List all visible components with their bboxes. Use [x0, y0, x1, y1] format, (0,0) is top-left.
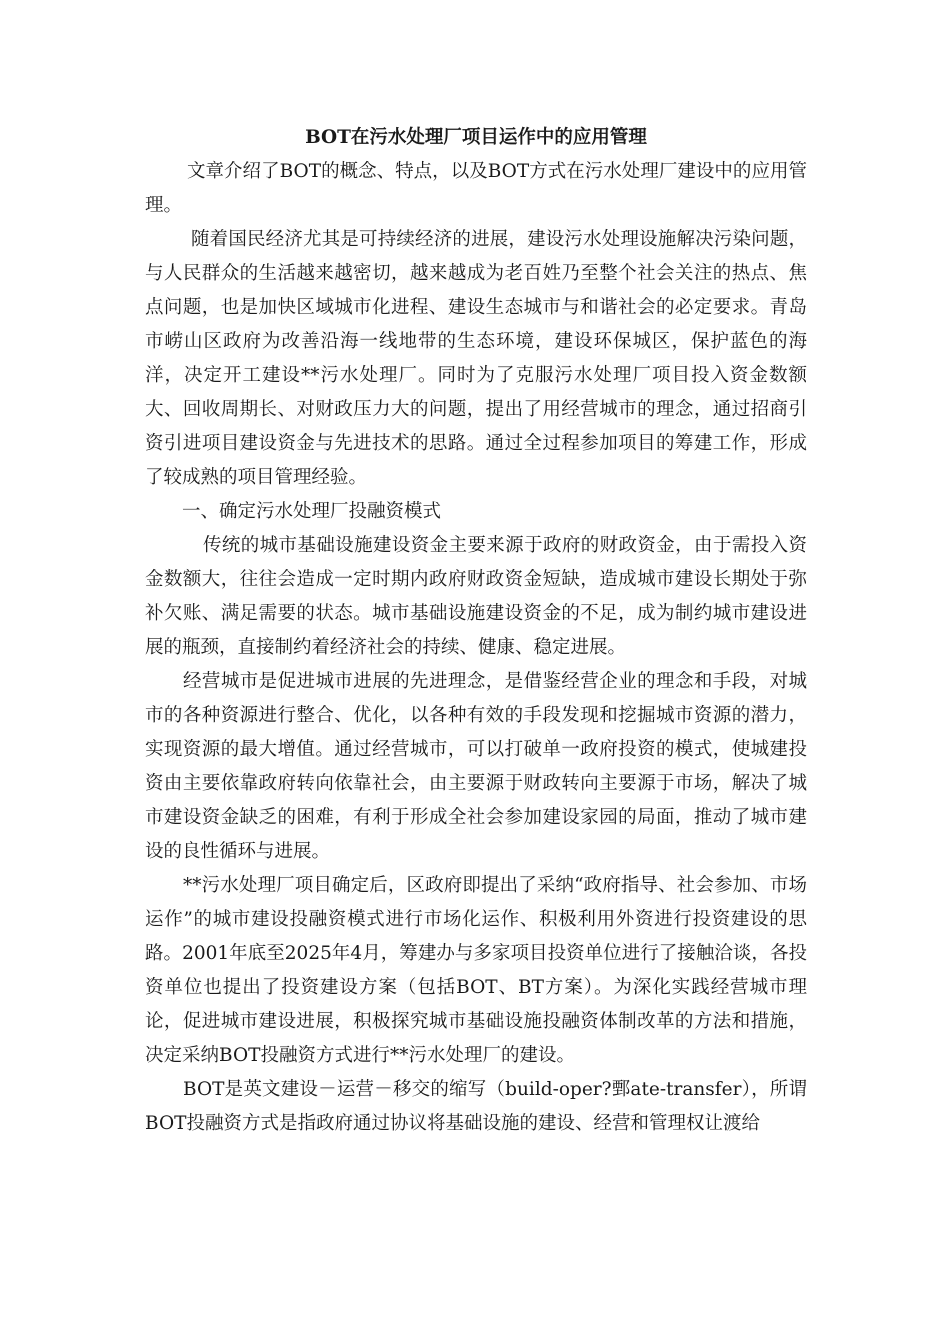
- section-heading: 一、确定污水处理厂投融资模式: [182, 501, 442, 522]
- document-body: [145, 121, 807, 1141]
- document-title: BOT在污水处理厂项目运作中的应用管理: [305, 127, 647, 148]
- abstract-paragraph: 文章介绍了BOT的概念、特点，以及BOT方式在污水处理厂建设中的应用管理。: [145, 161, 807, 216]
- body-paragraph: **污水处理厂项目确定后，区政府即提出了采纳“政府指导、社会参加、市场运作”的城市建设投融资模式进行市场化运作、积极利用外资进行投资建设的思路。2001年底至2025年4月，筹建办与多家项目投资单位进行了接触洽谈，各投资单位也提出了投资建设方案（包括BOT、BT方案）。为深化实践经营城市理论，促进城市建设进展，积极探究城市基础设施投融资体制改革的方法和措施，决定采纳BOT投融资方式进行**污水处理厂的建设。: [145, 875, 807, 1066]
- body-paragraph: 传统的城市基础设施建设资金主要来源于政府的财政资金，由于需投入资金数额大，往往会造成一定时期内政府财政资金短缺，造成城市建设长期处于弥补欠账、满足需要的状态。城市基础设施建设资金的不足，成为制约城市建设进展的瓶颈，直接制约着经济社会的持续、健康、稳定进展。: [145, 535, 807, 658]
- body-paragraph: 经营城市是促进城市进展的先进理念，是借鉴经营企业的理念和手段，对城市的各种资源进行整合、优化，以各种有效的手段发现和挖掘城市资源的潜力，实现资源的最大增值。通过经营城市，可以打破单一政府投资的模式，使城建投资由主要依靠政府转向依靠社会，由主要源于财政转向主要源于市场，解决了城市建设资金缺乏的困难，有利于形成全社会参加建设家园的局面，推动了城市建设的良性循环与进展。: [145, 671, 807, 862]
- body-paragraph: BOT是英文建设－运营－移交的缩写（build-oper?鄄ate-transfer），所谓BOT投融资方式是指政府通过协议将基础设施的建设、经营和管理权让渡给: [145, 1079, 807, 1134]
- body-paragraph: 随着国民经济尤其是可持续经济的进展，建设污水处理设施解决污染问题，与人民群众的生活越来越密切，越来越成为老百姓乃至整个社会关注的热点、焦点问题，也是加快区域城市化进程、建设生态城市与和谐社会的必定要求。青岛市崂山区政府为改善沿海一线地带的生态环境，建设环保城区，保护蓝色的海洋，决定开工建设**污水处理厂。同时为了克服污水处理厂项目投入资金数额大、回收周期长、对财政压力大的问题，提出了用经营城市的理念，通过招商引资引进项目建设资金与先进技术的思路。通过全过程参加项目的筹建工作，形成了较成熟的项目管理经验。: [145, 229, 807, 488]
